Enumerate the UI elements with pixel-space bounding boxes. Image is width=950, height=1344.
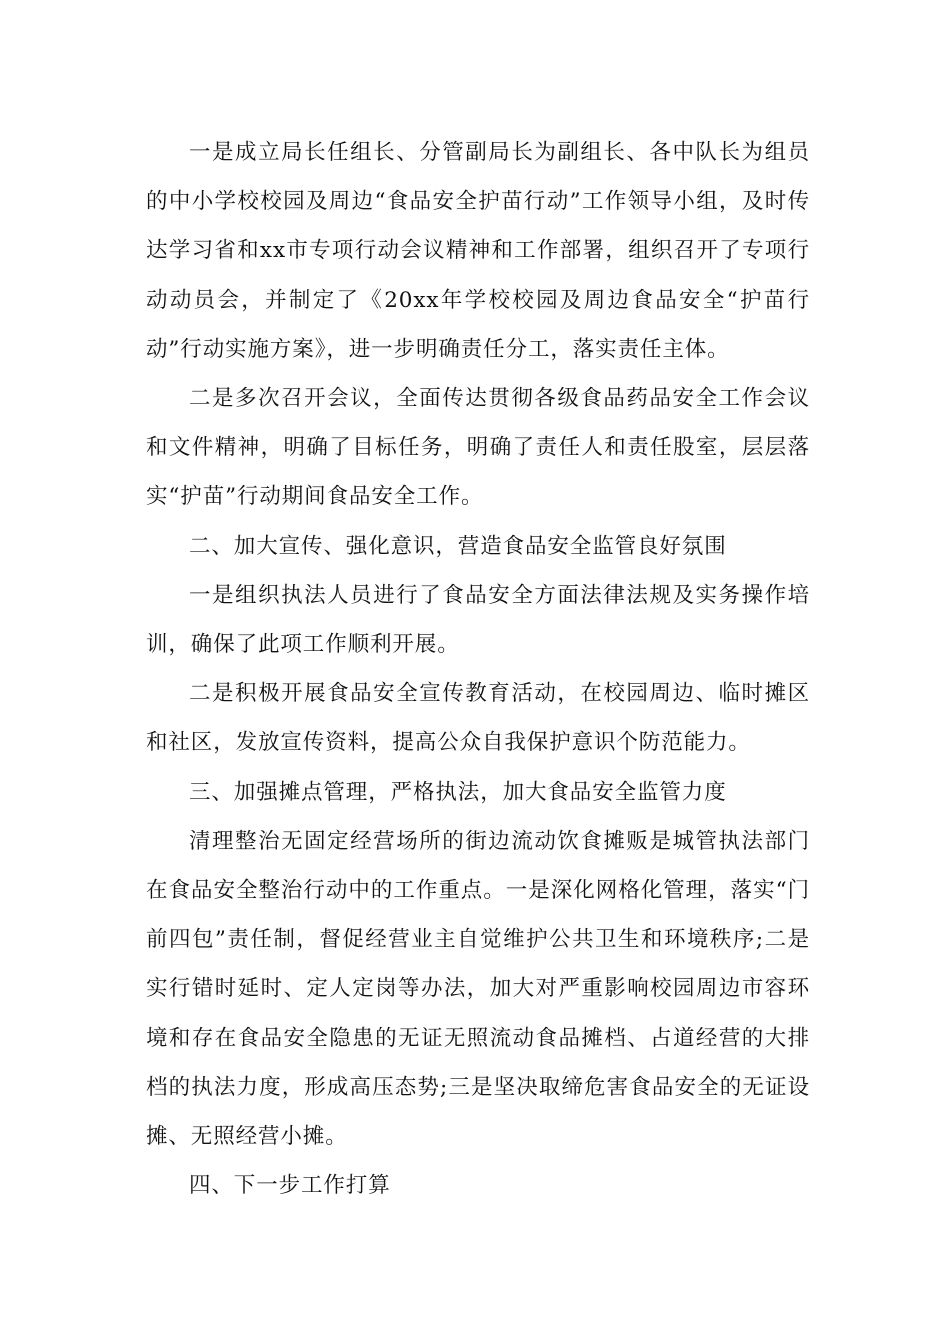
document-body: [146, 128, 810, 1210]
paragraph-education: 二是积极开展食品安全宣传教育活动，在校园周边、临时摊区和社区，发放宣传资料，提高公众自我保护意识个防范能力。: [146, 681, 810, 756]
paragraph-meetings: 二是多次召开会议，全面传达贯彻各级食品药品安全工作会议和文件精神，明确了目标任务，明确了责任人和责任股室，层层落实“护苗”行动期间食品安全工作。: [146, 386, 810, 510]
paragraph-street-vendors: 清理整治无固定经营场所的街边流动饮食摊贩是城管执法部门在食品安全整治行动中的工作重点。一是深化网格化管理，落实“门前四包”责任制，督促经营业主自觉维护公共卫生和环境秩序;二是实行错时延时、定人定岗等办法，加大对严重影响校园周边市容环境和存在食品安全隐患的无证无照流动食品摊档、占道经营的大排档的执法力度，形成高压态势;三是坚决取缔危害食品安全的无证设摊、无照经营小摊。: [146, 828, 810, 1150]
paragraph-leadership-group: 一是成立局长任组长、分管副局长为副组长、各中队长为组员的中小学校校园及周边“食品安全护苗行动”工作领导小组，及时传达学习省和xx市专项行动会议精神和工作部署，组织召开了专项行动动员会，并制定了《20xx年学校校园及周边食品安全“护苗行动”行动实施方案》，进一步明确责任分工，落实责任主体。: [146, 140, 810, 362]
section-heading-stall-management: 三、加强摊点管理，严格执法，加大食品安全监管力度: [189, 779, 727, 805]
paragraph-training: 一是组织执法人员进行了食品安全方面法律法规及实务操作培训，确保了此项工作顺利开展。: [146, 582, 810, 658]
section-heading-next-steps: 四、下一步工作打算: [189, 1173, 391, 1199]
section-heading-publicity: 二、加大宣传、强化意识，营造食品安全监管良好氛围: [189, 533, 727, 559]
